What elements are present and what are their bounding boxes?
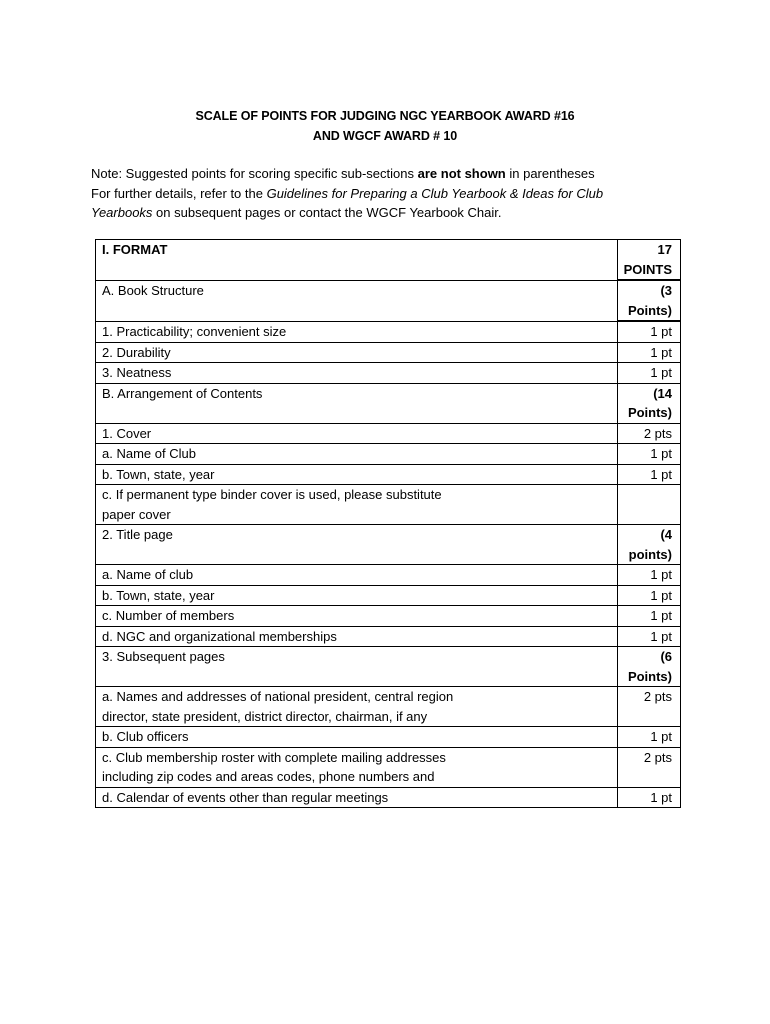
row-label: d. NGC and organizational memberships	[96, 626, 618, 647]
row-points	[617, 485, 680, 525]
row-label: B. Arrangement of Contents	[96, 383, 618, 423]
row-points: 1 pt	[617, 626, 680, 647]
row-label: 2. Durability	[96, 342, 618, 363]
scoring-table	[95, 239, 681, 808]
row-points: (6 Points)	[617, 647, 680, 687]
note-line-3	[91, 203, 691, 223]
row-points: (14 Points)	[617, 383, 680, 423]
row-label: 2. Title page	[96, 525, 618, 565]
table-row	[96, 787, 681, 808]
row-label: A. Book Structure	[96, 280, 618, 321]
row-points: 1 pt	[617, 565, 680, 586]
row-label: 3. Neatness	[96, 363, 618, 384]
row-label: c. Number of members	[96, 606, 618, 627]
row-points: 17 POINTS	[617, 240, 680, 281]
row-points: 1 pt	[617, 444, 680, 465]
row-points: (4 points)	[617, 525, 680, 565]
table-row	[96, 747, 681, 787]
note-line-1	[91, 164, 691, 184]
row-label: b. Town, state, year	[96, 585, 618, 606]
note-line-2	[91, 184, 691, 204]
table-row	[96, 363, 681, 384]
row-label: I. FORMAT	[96, 240, 618, 281]
table-row	[96, 342, 681, 363]
row-points: 2 pts	[617, 747, 680, 787]
note-line2-prefix: For further details, refer to the	[91, 185, 267, 201]
table-row	[96, 485, 681, 525]
row-label: a. Name of Club	[96, 444, 618, 465]
table-row	[96, 606, 681, 627]
row-points: 1 pt	[617, 342, 680, 363]
row-label: d. Calendar of events other than regular meetings	[96, 787, 618, 808]
table-row	[96, 444, 681, 465]
row-label: 1. Practicability; convenient size	[96, 321, 618, 342]
table-row	[96, 525, 681, 565]
row-label: a. Names and addresses of national president, central region director, state president, district director, chairman, if any	[96, 687, 618, 727]
row-points: 1 pt	[617, 363, 680, 384]
row-points: 1 pt	[617, 585, 680, 606]
note-line3-suffix: on subsequent pages or contact the WGCF Yearbook Chair.	[152, 205, 502, 220]
row-label: 3. Subsequent pages	[96, 647, 618, 687]
row-label: b. Town, state, year	[96, 464, 618, 485]
table-row	[96, 240, 681, 281]
row-label: a. Name of club	[96, 565, 618, 586]
table-row	[96, 687, 681, 727]
row-points: 2 pts	[617, 687, 680, 727]
document-title-line-1: SCALE OF POINTS FOR JUDGING NGC YEARBOOK AWARD #16	[195, 109, 575, 123]
scoring-table-body	[96, 240, 681, 808]
note-line3-italic: Yearbooks	[91, 205, 153, 220]
document-title-line-2: AND WGCF AWARD # 10	[312, 129, 458, 143]
row-points: 1 pt	[617, 464, 680, 485]
table-row	[96, 280, 681, 321]
note-bold: are not shown	[417, 166, 506, 181]
table-row	[96, 727, 681, 748]
table-row	[96, 565, 681, 586]
row-label: b. Club officers	[96, 727, 618, 748]
row-points: 2 pts	[617, 423, 680, 444]
table-row	[96, 626, 681, 647]
table-row	[96, 423, 681, 444]
row-label: c. If permanent type binder cover is used, please substitute paper cover	[96, 485, 618, 525]
table-row	[96, 321, 681, 342]
note-prefix: Note: Suggested points for scoring specific sub-sections	[91, 166, 418, 181]
row-label: 1. Cover	[96, 423, 618, 444]
row-points: 1 pt	[617, 787, 680, 808]
table-row	[96, 647, 681, 687]
table-row	[96, 383, 681, 423]
note-suffix: in parentheses	[505, 166, 595, 181]
row-points: 1 pt	[617, 321, 680, 342]
row-label: c. Club membership roster with complete mailing addresses including zip codes and areas codes, phone numbers and	[96, 747, 618, 787]
table-row	[96, 464, 681, 485]
row-points: 1 pt	[617, 606, 680, 627]
note-line2-italic: Guidelines for Preparing a Club Yearbook & Ideas for Club	[266, 185, 604, 201]
row-points: 1 pt	[617, 727, 680, 748]
row-points: (3 Points)	[617, 280, 680, 321]
table-row	[96, 585, 681, 606]
